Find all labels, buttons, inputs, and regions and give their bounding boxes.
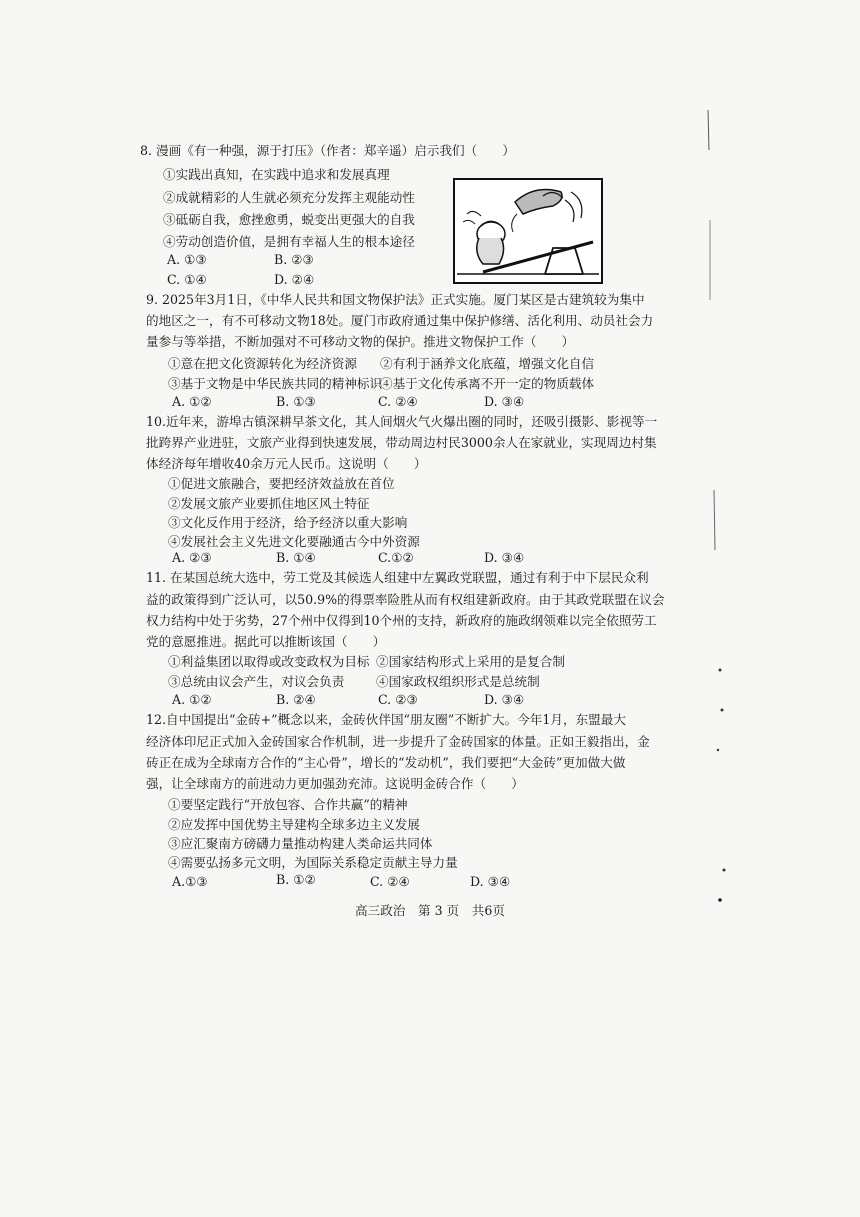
q12-line-3: 砖正在成为全球南方合作的“主心骨”，增长的“发动机”，我们要把“大金砖”更加做大做 [146,755,626,770]
q9-option-d: D. ③④ [484,394,525,409]
q11-line-2: 益的政策得到广泛认可，以50.9%的得票率险胜从而有权组建新政府。由于其政党联盟在议会 [146,592,665,607]
q11-item-4: ④国家政权组织形式是总统制 [376,674,540,689]
q9-line-3: 量参与等举措，不断加强对不可移动文物的保护。推进文物保护工作（ ） [146,334,575,349]
q9-item-4: ④基于文化传承离不开一定的物质载体 [380,376,595,391]
q9-item-2: ②有利于涵养文化底蕴，增强文化自信 [380,356,595,371]
q10-line-3: 体经济每年增收40余万元人民币。这说明（ ） [146,456,427,471]
q8-option-c: C. ①④ [167,272,207,287]
q10-option-d: D. ③④ [484,550,525,565]
q9-line-2: 的地区之一，有不可移动文物18处。厦门市政府通过集中保护修缮、活化利用、动员社会力 [146,313,654,328]
q8-option-a: A. ①③ [167,252,207,267]
q10-item-1: ①促进文旅融合，要把经济效益放在首位 [168,476,395,491]
q12-option-c: C. ②④ [370,874,410,889]
q8-item-2: ②成就精彩的人生就必须充分发挥主观能动性 [163,190,415,205]
page-footer: 高三政治 第 3 页 共6页 [355,903,505,918]
q9-option-b: B. ①③ [276,394,316,409]
q9-line-1: 9. 2025年3月1日，《中华人民共和国文物保护法》正式实施。厦门某区是古建筑较为集中 [146,292,645,307]
q11-option-d: D. ③④ [484,692,525,707]
q10-line-2: 批跨界产业进驻，文旅产业得到快速发展，带动周边村民3000余人在家就业，实现周边村集 [146,435,657,450]
q11-item-3: ③总统由议会产生，对议会负责 [168,674,345,689]
q8-item-1: ①实践出真知，在实践中追求和发展真理 [163,167,390,182]
q8-stem: 8. 漫画《有一种强，源于打压》（作者：郑辛遥）启示我们（ ） [140,143,515,158]
scan-edge-marks [700,110,740,910]
q12-item-4: ④需要弘扬多元文明，为国际关系稳定贡献主导力量 [168,855,458,870]
q12-line-2: 经济体印尼正式加入金砖国家合作机制，进一步提升了金砖国家的体量。正如王毅指出，金 [146,734,650,749]
q12-item-3: ③应汇聚南方磅礴力量推动构建人类命运共同体 [168,836,433,851]
q11-option-b: B. ②④ [276,692,316,707]
q11-item-1: ①利益集团以取得或改变政权为目标 [168,654,370,669]
q11-line-3: 权力结构中处于劣势，27个州中仅得到10个州的支持，新政府的施政纲领难以完全依照劳工 [146,613,657,628]
q11-line-1: 11. 在某国总统大选中，劳工党及其候选人组建中左翼政党联盟，通过有利于中下层民众利 [146,570,649,585]
q12-option-a: A.①③ [172,874,208,889]
q12-option-b: B. ①② [276,872,316,887]
q12-line-1: 12.自中国提出“金砖+”概念以来，金砖伙伴国“朋友圈”不断扩大。今年1月，东盟最大 [146,712,626,727]
cartoon-illustration [453,178,603,284]
q9-option-a: A. ①② [172,394,212,409]
q11-item-2: ②国家结构形式上采用的是复合制 [376,654,565,669]
q8-item-4: ④劳动创造价值，是拥有幸福人生的根本途径 [163,234,415,249]
q10-option-a: A. ②③ [172,550,212,565]
q10-option-c: C.①② [378,550,414,565]
q10-line-1: 10.近年来，游埠古镇深耕早茶文化，其人间烟火气火爆出圈的同时，还吸引摄影、影视等一 [146,414,658,429]
q12-item-2: ②应发挥中国优势主导建构全球多边主义发展 [168,817,420,832]
q9-item-1: ①意在把文化资源转化为经济资源 [168,356,357,371]
q11-option-a: A. ①② [172,692,212,707]
q10-item-2: ②发展文旅产业要抓住地区风土特征 [168,496,370,511]
q9-option-c: C. ②④ [378,394,418,409]
q8-item-3: ③砥砺自我，愈挫愈勇，蜕变出更强大的自我 [163,212,415,227]
q10-item-4: ④发展社会主义先进文化要融通古今中外资源 [168,534,420,549]
q8-option-b: B. ②③ [274,252,314,267]
q11-line-4: 党的意愿推进。据此可以推断该国（ ） [146,634,386,649]
q9-item-3: ③基于文物是中华民族共同的精神标识 [168,376,383,391]
q10-item-3: ③文化反作用于经济，给予经济以重大影响 [168,515,408,530]
q12-item-1: ①要坚定践行“开放包容、合作共赢”的精神 [168,797,408,812]
q10-option-b: B. ①④ [276,550,316,565]
q12-line-4: 强，让全球南方的前进动力更加强劲充沛。这说明金砖合作（ ） [146,776,524,791]
q8-option-d: D. ②④ [274,272,315,287]
q12-option-d: D. ③④ [470,874,511,889]
q11-option-c: C. ②③ [378,692,418,707]
